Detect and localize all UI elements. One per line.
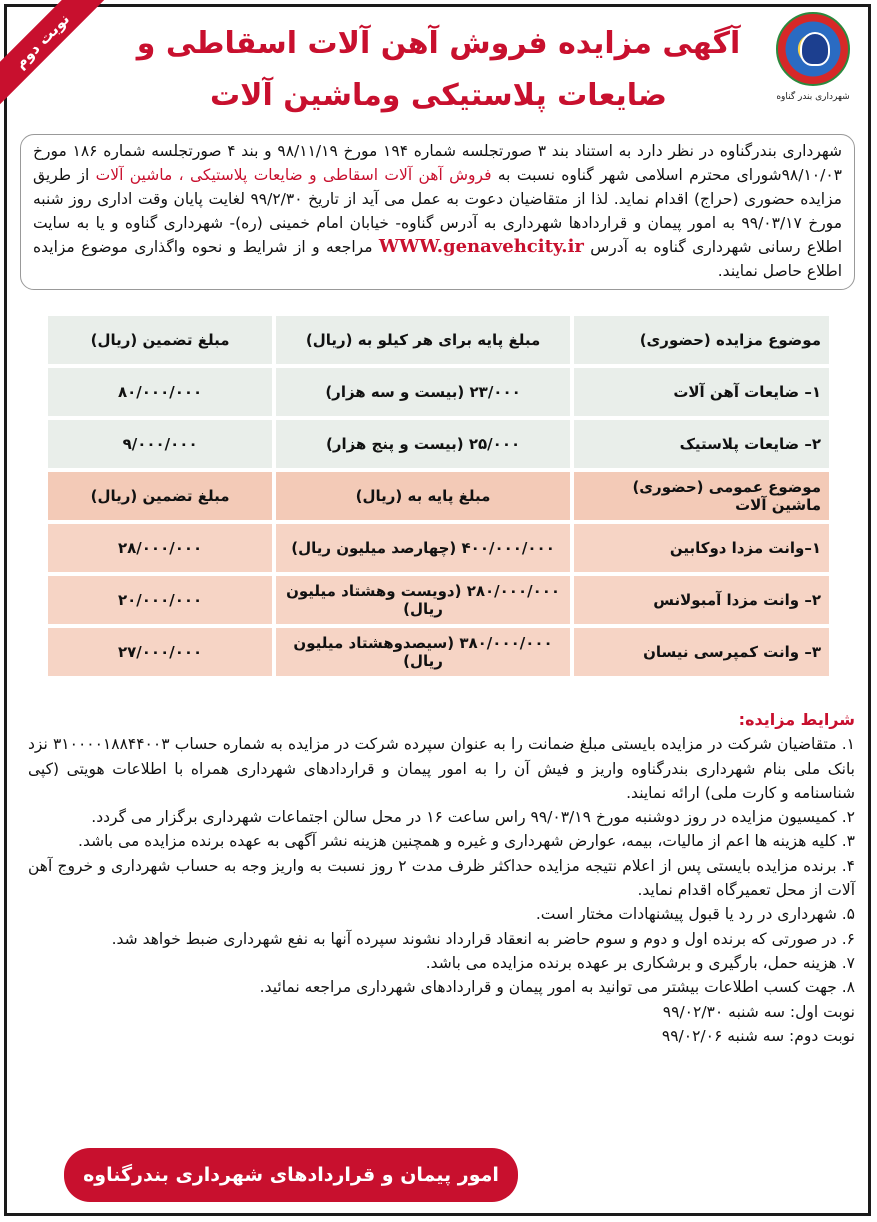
table-cell: ۲۵/۰۰۰ (بیست و پنج هزار): [276, 420, 570, 468]
table-cell: ۲۷/۰۰۰/۰۰۰: [48, 628, 272, 676]
table-cell: ۱–وانت مزدا دوکابین: [574, 524, 829, 572]
table-header-cell: موضوع مزایده (حضوری): [574, 316, 829, 364]
table-cell: ۴۰۰/۰۰۰/۰۰۰ (چهارصد میلیون ریال): [276, 524, 570, 572]
intro-text-2: از طریق مزایده حضوری (حراج) اقدام نماید. لذا از متقاضیان دعوت به عمل می آید از تاریخ ۹۹/۲/۳۰ لغایت پایان وقت اداری روز شنبه مورخ ۹۹/۰۳/۱۷ به امور پیمان و قراردادها شهرداری به آدرس گناوه- خیابان امام خمینی (ره)- شهرداری گناوه و یا به سایت اطلاع رسانی شهرداری گناوه به آدرس: [33, 166, 843, 256]
table-row: [48, 368, 829, 416]
table-cell: ۲– وانت مزدا آمبولانس: [574, 576, 829, 624]
condition-item: ۵. شهرداری در رد یا قبول پیشنهادات مختار است.: [535, 905, 855, 924]
table-row: [48, 524, 829, 572]
municipality-logo: [771, 12, 855, 108]
table-cell: ۸۰/۰۰۰/۰۰۰: [48, 368, 272, 416]
table-cell: ۹/۰۰۰/۰۰۰: [48, 420, 272, 468]
condition-item: ۴. برنده مزایده بایستی پس از اعلام نتیجه مزایده حداکثر ظرف مدت ۲ روز نسبت به واریز وجه به حساب شهرداری و خروج آهن آلات از محل تعمیرگاه اقدام نماید.: [28, 856, 855, 900]
title-line-2: ضایعات پلاستیکی وماشین آلات: [209, 78, 668, 113]
condition-item: ۸. جهت کسب اطلاعات بیشتر می توانید به امور پیمان و قراردادهای شهرداری مراجعه نمائید.: [259, 978, 855, 997]
intro-text-3: مراجعه و از شرایط و نحوه واگذاری موضوع مزایده اطلاع حاصل نمایند.: [33, 238, 842, 280]
first-turn-date: نوبت اول: سه شنبه ۹۹/۰۲/۳۰: [662, 1002, 855, 1021]
table-cell: ۲۸۰/۰۰۰/۰۰۰ (دویست وهشتاد میلیون ریال): [276, 576, 570, 624]
conditions-heading: شرایط مزایده:: [738, 710, 855, 729]
table-cell: ۲– ضایعات پلاستیک: [574, 420, 829, 468]
table-cell: ۲۸/۰۰۰/۰۰۰: [48, 524, 272, 572]
table-header-cell: مبلغ تضمین (ریال): [48, 316, 272, 364]
table-header-cell: مبلغ پایه برای هر کیلو به (ریال): [276, 316, 570, 364]
corner-badge: [0, 0, 120, 120]
intro-text-1: شهرداری بندرگناوه در نظر دارد به استناد بند ۳ صورتجلسه شماره ۱۹۴ مورخ ۹۸/۱۱/۱۹ و بند ۴ صورتجلسه شماره ۱۸۶ مورخ ۹۸/۱۰/۰۳شورای محترم اسلامی شهر گناوه نسبت به: [33, 142, 843, 184]
intro-paragraph: [20, 134, 855, 290]
table-cell: ۱– ضایعات آهن آلات: [574, 368, 829, 416]
condition-item: ۳. کلیه هزینه ها اعم از مالیات، بیمه، عوارض شهرداری و غیره و همچنین هزینه نشر آگهی به عهده برنده مزایده می باشد.: [78, 832, 855, 851]
table-cell: ۳۸۰/۰۰۰/۰۰۰ (سیصدوهشتاد میلیون ریال): [276, 628, 570, 676]
logo-caption: شهرداری بندر گناوه: [776, 92, 850, 102]
table-header-cell: مبلغ تضمین (ریال): [48, 472, 272, 520]
condition-item: ۱. متقاضیان شرکت در مزایده بایستی مبلغ ضمانت را به عنوان سپرده شرکت در مزایده به شماره حساب ۳۱۰۰۰۰۱۸۸۴۴۰۰۳ نزد بانک ملی بنام شهرداری بندرگناوه واریز و فیش آن را به امور پیمان و قراردادهای شهرداری همراه با اطلاعات هویتی (کپی شناسنامه و کارت ملی) ارائه نمایند.: [28, 735, 855, 802]
table2-header: [48, 472, 829, 520]
seal-icon: [776, 12, 850, 86]
badge-text: نوبت دوم: [0, 0, 109, 108]
table-cell: ۲۰/۰۰۰/۰۰۰: [48, 576, 272, 624]
intro-highlight: فروش آهن آلات اسقاطی و ضایعات پلاستیکی ، ماشین آلات: [95, 166, 492, 184]
footer-banner: امور پیمان و قراردادهای شهرداری بندرگناوه: [64, 1148, 518, 1202]
table-cell: ۳– وانت کمپرسی نیسان: [574, 628, 829, 676]
condition-item: ۶. در صورتی که برنده اول و دوم و سوم حاضر به انعقاد قرارداد نشوند سپرده آنها به نفع شهرداری ضبط خواهد شد.: [111, 929, 855, 948]
conditions-section: [28, 708, 855, 1048]
auction-table: [44, 312, 833, 680]
condition-item: ۲. کمیسیون مزایده در روز دوشنبه مورخ ۹۹/۰۳/۱۹ راس ساعت ۱۶ در محل سالن اجتماعات شهرداری برگزار می گردد.: [91, 808, 855, 827]
second-turn-date: نوبت دوم: سه شنبه ۹۹/۰۲/۰۶: [661, 1026, 855, 1045]
table-row: [48, 576, 829, 624]
title-line-1: آگهی مزایده فروش آهن آلات اسقاطی و: [136, 26, 741, 61]
condition-item: ۷. هزینه حمل، بارگیری و برشکاری بر عهده برنده مزایده می باشد.: [425, 953, 855, 972]
table-row: [48, 628, 829, 676]
page-title: [130, 18, 747, 122]
table-row: [48, 420, 829, 468]
table-cell: ۲۳/۰۰۰ (بیست و سه هزار): [276, 368, 570, 416]
table1-header: [48, 316, 829, 364]
website-link[interactable]: WWW.genavehcity.ir: [378, 236, 584, 257]
table-header-cell: مبلغ پایه به (ریال): [276, 472, 570, 520]
table-header-cell: موضوع عمومی (حضوری) ماشین آلات: [574, 472, 829, 520]
